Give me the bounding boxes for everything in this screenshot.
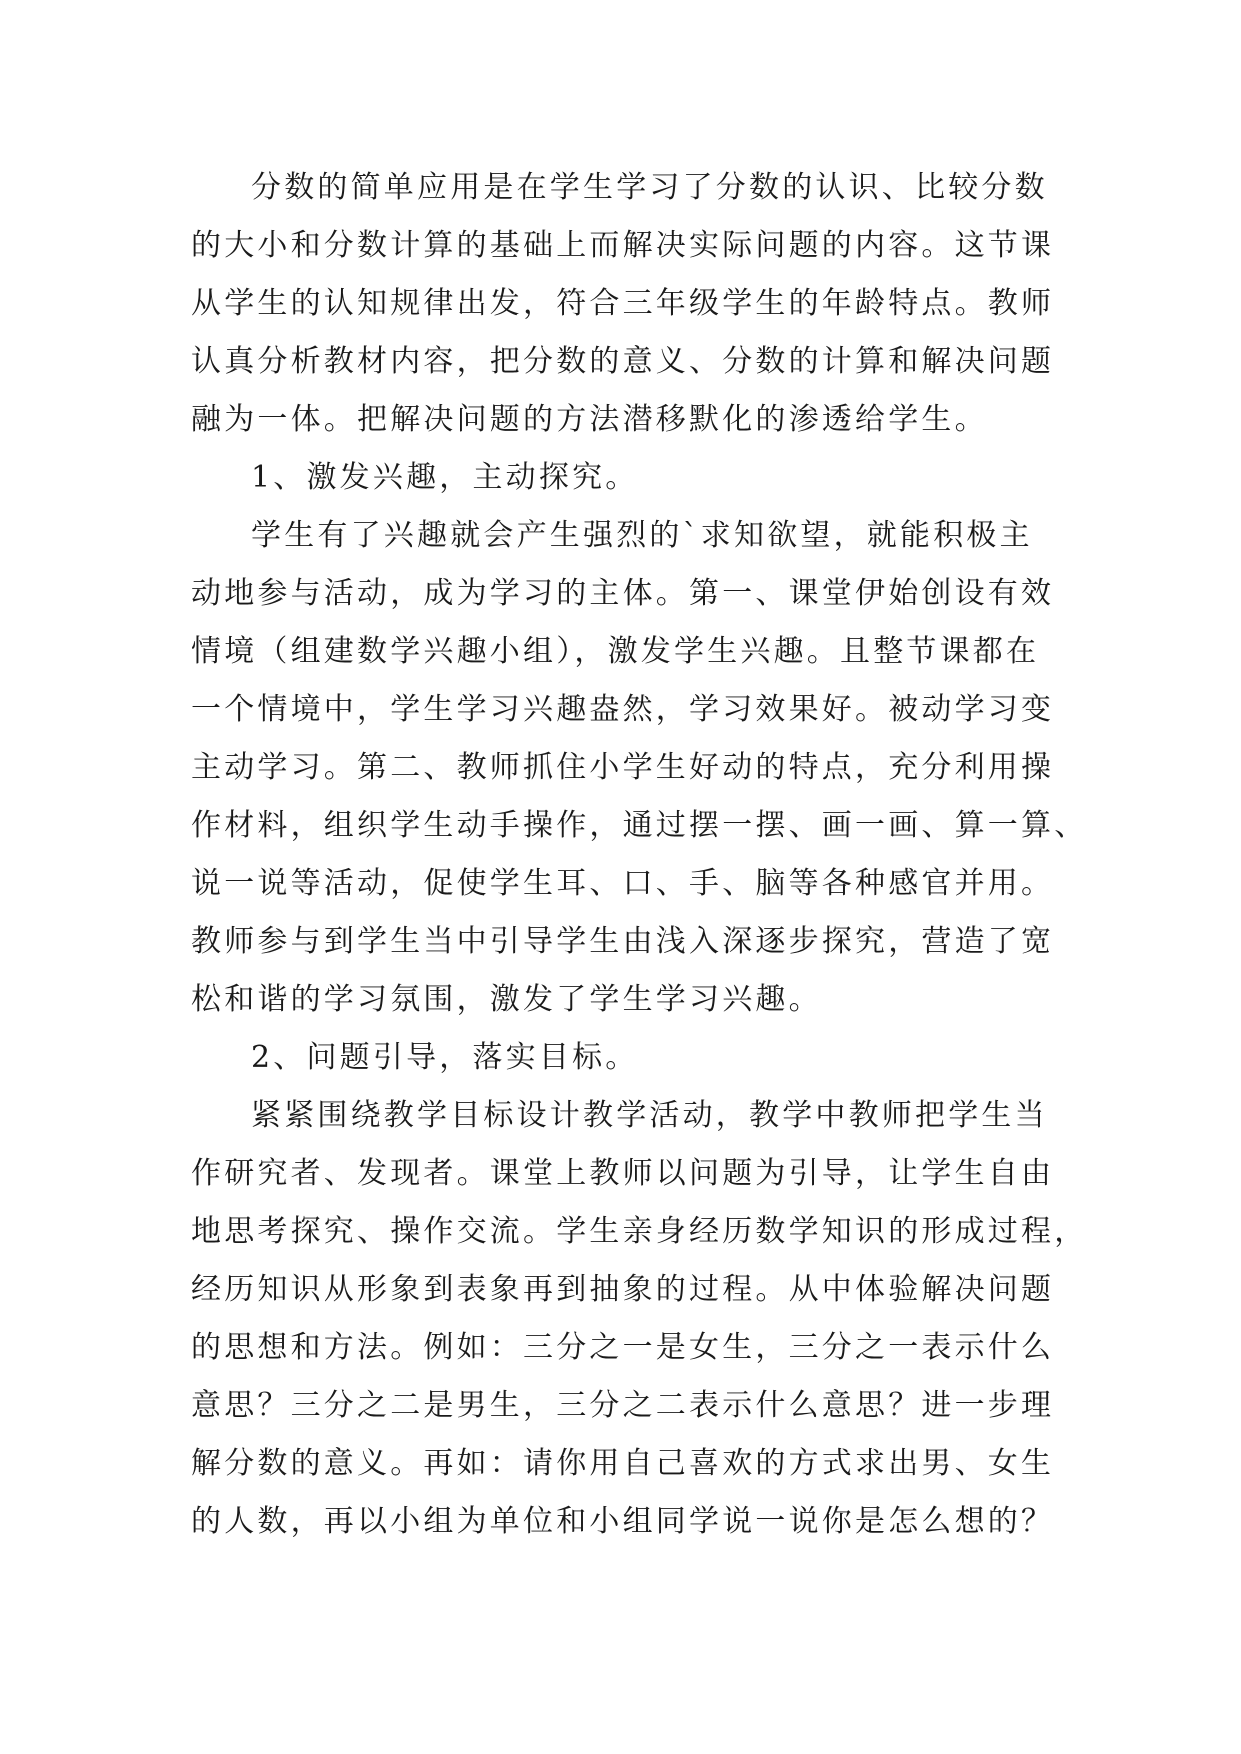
text-line: 的思想和方法。例如：三分之一是女生，三分之一表示什么 [191,1330,1055,1365]
text-line: 从学生的认知规律出发，符合三年级学生的年龄特点。教师 [191,286,1055,321]
text-line: 意思？三分之二是男生，三分之二表示什么意思？进一步理 [191,1388,1055,1423]
text-line: 学生有了兴趣就会产生强烈的`求知欲望，就能积极主 [251,518,1033,553]
text-line: 说一说等活动，促使学生耳、口、手、脑等各种感官并用。 [191,866,1055,901]
text-line: 主动学习。第二、教师抓住小学生好动的特点，充分利用操 [191,750,1055,785]
section-heading: 2、问题引导，落实目标。 [251,1040,639,1075]
text-line: 松和谐的学习氛围，激发了学生学习兴趣。 [191,982,822,1017]
text-line: 分数的简单应用是在学生学习了分数的认识、比较分数 [251,170,1048,205]
text-line: 动地参与活动，成为学习的主体。第一、课堂伊始创设有效 [191,576,1055,611]
text-line: 经历知识从形象到表象再到抽象的过程。从中体验解决问题 [191,1272,1055,1307]
section-heading: 1、激发兴趣，主动探究。 [251,460,639,495]
text-line: 的大小和分数计算的基础上而解决实际问题的内容。这节课 [191,228,1055,263]
text-line: 地思考探究、操作交流。学生亲身经历数学知识的形成过程， [191,1214,1088,1249]
text-line: 作研究者、发现者。课堂上教师以问题为引导，让学生自由 [191,1156,1055,1191]
text-line: 一个情境中，学生学习兴趣盎然，学习效果好。被动学习变 [191,692,1055,727]
text-line: 情境（组建数学兴趣小组），激发学生兴趣。且整节课都在 [191,634,1040,669]
text-line: 融为一体。把解决问题的方法潜移默化的渗透给学生。 [191,402,988,437]
text-line: 的人数，再以小组为单位和小组同学说一说你是怎么想的？ [191,1504,1055,1539]
text-line: 作材料，组织学生动手操作，通过摆一摆、画一画、算一算、 [191,808,1088,843]
text-line: 紧紧围绕教学目标设计教学活动，教学中教师把学生当 [251,1098,1048,1133]
text-line: 教师参与到学生当中引导学生由浅入深逐步探究，营造了宽 [191,924,1055,959]
document-body [191,159,1088,1551]
text-line: 认真分析教材内容，把分数的意义、分数的计算和解决问题 [191,344,1055,379]
text-line: 解分数的意义。再如：请你用自己喜欢的方式求出男、女生 [191,1446,1055,1481]
